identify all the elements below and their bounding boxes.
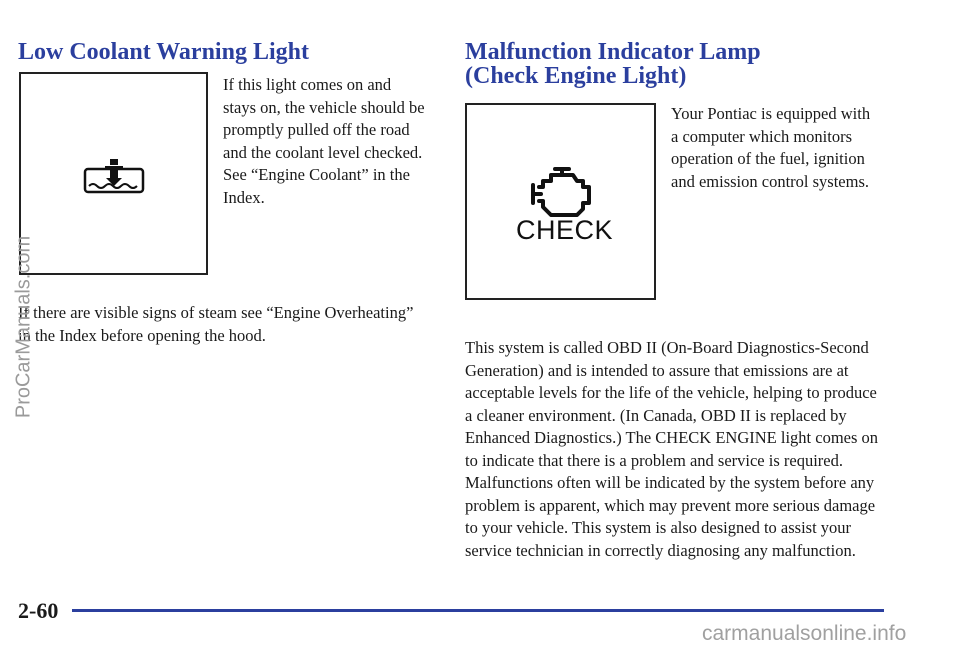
obd-body-text: This system is called OBD II (On-Board Diagnostics-Second Generation) and is intended to assure that emissions are at acceptable levels for the life of the vehicle, helping to produce a cleaner environment. (In Canada, OBD II is replaced by Enhanced Diagnostics.) The CHECK ENGINE light comes on to indicate that there is a problem and service is required. Malfunctions often will be indicated by the system before any problem is apparent, which may prevent more serious damage to your vehicle. This system is also designed to assist your service technician in correctly diagnosing any malfunction. <box>465 338 879 560</box>
coolant-level-icon <box>83 158 145 194</box>
low-coolant-text: If this light comes on and stays on, the vehicle should be promptly pulled off the road and the coolant level checked. See “Engine Coolant” in the Index. <box>223 75 425 207</box>
watermark-text: ProCarManuals.com <box>12 235 35 419</box>
page-number: 2-60 <box>18 598 59 623</box>
mil-intro-text: Your Pontiac is equipped with a computer which monitors operation of the fuel, ignition and emission control systems. <box>671 104 871 191</box>
footer-rule <box>72 609 884 612</box>
footer-url[interactable]: carmanualsonline.info <box>702 622 907 645</box>
check-label: CHECK <box>516 215 614 245</box>
check-engine-icon-box <box>465 103 656 300</box>
coolant-icon-box <box>19 72 208 275</box>
steam-note-text: If there are visible signs of steam see “Engine Overheating” in the Index before opening the hood. <box>18 303 414 345</box>
watermark <box>4 232 44 422</box>
mil-heading-line2: (Check Engine Light) <box>465 63 687 89</box>
mil-heading-line1: Malfunction Indicator Lamp <box>465 39 761 65</box>
low-coolant-heading: Low Coolant Warning Light <box>18 39 309 65</box>
check-engine-icon <box>529 165 595 217</box>
